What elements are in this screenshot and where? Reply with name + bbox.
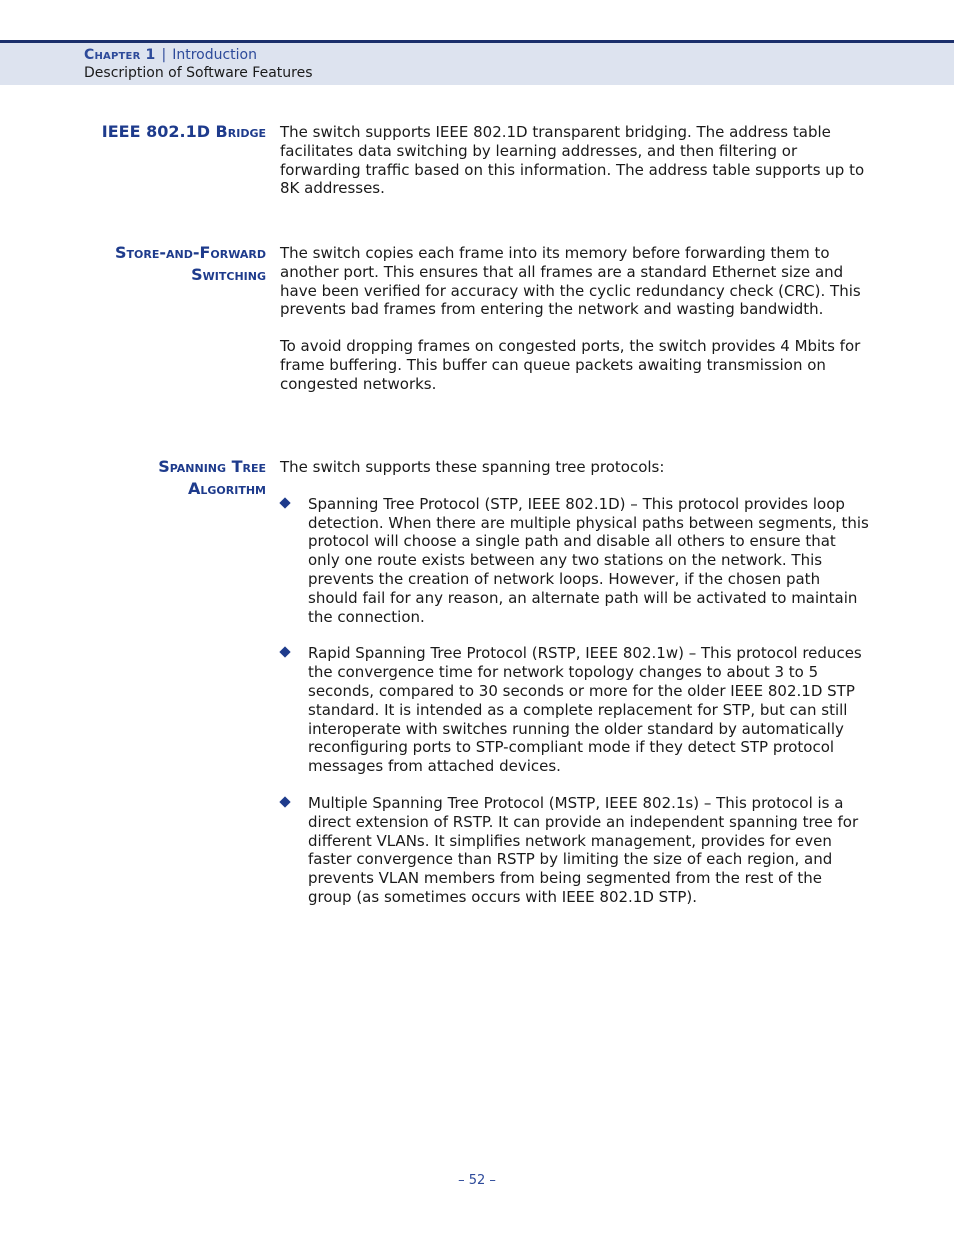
section-body: [280, 458, 870, 925]
list-item-text: Rapid Spanning Tree Protocol (RSTP, IEEE 802.1w) – This protocol reduces the convergence time for network topology changes to about 3 to 5 seconds, compared to 30 seconds or more for the older IEEE 802.1D STP standard. It is intended as a complete replacement for STP, but can still interoperate with switches running the older standard by automatically reconfiguring ports to STP-compliant mode if they detect STP protocol messages from attached devices.: [308, 644, 862, 776]
paragraph: The switch supports IEEE 802.1D transparent bridging. The address table facilitates data switching by learning addresses, and then filtering or forwarding traffic based on this information. The address table supports up to 8K addresses.: [280, 123, 865, 198]
section-title: IEEE 802.1D Bridge: [101, 122, 266, 141]
section-body: [280, 244, 870, 394]
list-item-text: Spanning Tree Protocol (STP, IEEE 802.1D) – This protocol provides loop detection. When there are multiple physical paths between segments, this protocol will choose a single path and disable all others to ensure that only one route exists between any two stations on the network. This prevents the creation of network loops. However, if the chosen path should fail for any reason, an alternate path will be activated to maintain the connection.: [308, 494, 869, 626]
chapter-label: Chapter 1: [84, 47, 156, 63]
list-item: [280, 794, 870, 907]
paragraph: To avoid dropping frames on congested ports, the switch provides 4 Mbits for frame buffering. This buffer can queue packets awaiting transmission on congested networks.: [280, 337, 861, 393]
header-chapter-line: [84, 47, 257, 63]
section-title-line2: Algorithm: [188, 479, 266, 498]
header-subtitle: Description of Software Features: [84, 65, 313, 81]
chapter-title: Introduction: [172, 47, 257, 63]
diamond-bullet-icon: [279, 497, 290, 508]
list-item: [280, 495, 870, 627]
section-body: [280, 123, 870, 198]
header-separator: |: [161, 47, 167, 63]
running-header: [0, 40, 954, 85]
section-title-line2: Switching: [191, 265, 266, 284]
section-title: [158, 456, 266, 500]
section-title-line1: Store-and-Forward: [115, 243, 266, 262]
section-title-line1: Spanning Tree: [158, 457, 266, 476]
section-title: [115, 242, 266, 286]
protocol-list: [280, 495, 870, 907]
page-number: – 52 –: [458, 1173, 496, 1188]
diamond-bullet-icon: [279, 796, 290, 807]
list-item: [280, 644, 870, 776]
diamond-bullet-icon: [279, 647, 290, 658]
list-item-text: Multiple Spanning Tree Protocol (MSTP, IEEE 802.1s) – This protocol is a direct extension of RSTP. It can provide an independent spanning tree for different VLANs. It simplifies network management, provides for even faster convergence than RSTP by limiting the size of each region, and prevents VLAN members from being segmented from the rest of the group (as sometimes occurs with IEEE 802.1D STP).: [308, 793, 859, 906]
intro-paragraph: The switch supports these spanning tree protocols:: [280, 458, 665, 476]
paragraph: The switch copies each frame into its memory before forwarding them to another port. This ensures that all frames are a standard Ethernet size and have been verified for accuracy with the cyclic redundancy check (CRC). This prevents bad frames from entering the network and wasting bandwidth.: [280, 244, 861, 319]
